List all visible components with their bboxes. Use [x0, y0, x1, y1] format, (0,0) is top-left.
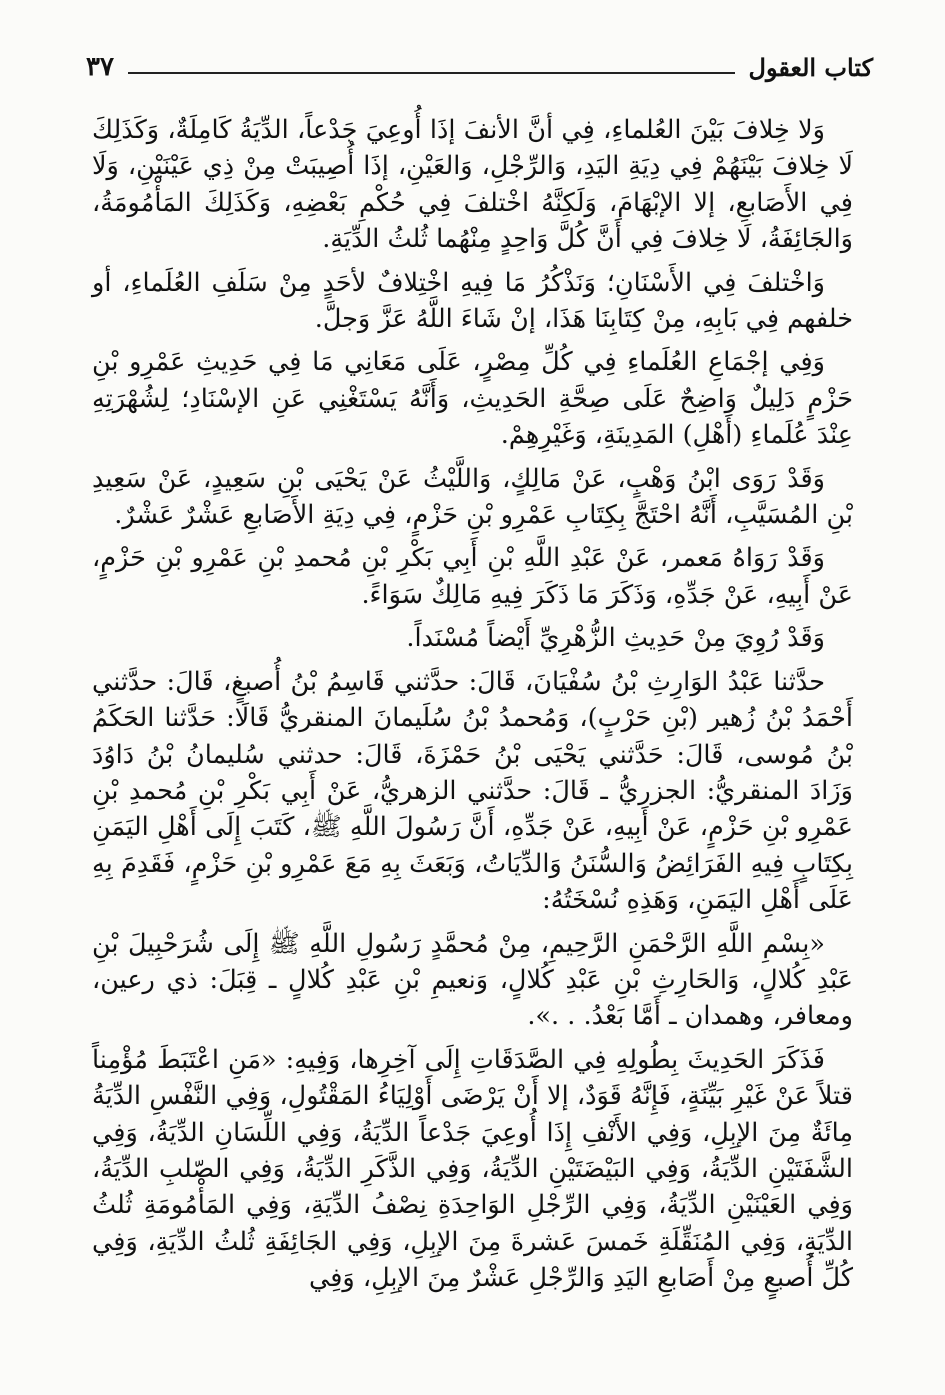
page-number: ٣٧ [86, 52, 114, 82]
paragraph: وَفِي إجْمَاعِ العُلَماءِ فِي كُلِّ مِصْرٍ، عَلَى مَعَانِي مَا فِي حَدِيثِ عَمْرِو بْنِ حَزْمٍ دَلِيلٌ وَاضِحٌ عَلَى صِحَّةِ الحَدِيثِ، وَأَنَّهُ يَسْتَغْنِي عَنِ الإسْنَادِ؛ لِشُهْرَتِهِ عِنْدَ عُلَماءِ (أَهْلِ) المَدِينَةِ، وَغَيْرِهِمْ. [92, 347, 853, 451]
paragraph: وَقَدْ رَوَاهُ مَعمر، عَنْ عَبْدِ اللَّهِ بْنِ أَبِي بَكْرِ بْنِ مُحمدِ بْنِ عَمْرِو بْنِ حَزْمٍ، عَنْ أَبِيهِ، عَنْ جَدِّهِ، وَذَكَرَ مَا ذَكَرَ فِيهِ مَالِكٌ سَوَاءً. [92, 543, 853, 610]
header-rule [128, 72, 735, 74]
paragraph: وَقَدْ رُوِيَ مِنْ حَدِيثِ الزُّهْرِيِّ أَيْضاً مُسْنَداً. [406, 623, 825, 654]
paragraph: وَلا خِلافَ بَيْنَ العُلماءِ، فِي أنَّ الأنفَ إذَا أُوعِيَ جَدْعاً، الدِّيَةُ كَامِلَةٌ، وَكَذَلِكَ لَا خِلافَ بَيْنَهُمْ فِي دِيَةِ اليَدِ، وَالرِّجْلِ، وَالعَيْنِ، إذَا أُصِيبَتْ مِنْ ذِي عَيْنَيْنِ، وَلَا فِي الأَصَابعِ، إلا الإبْهَامَ، وَلَكِنَّهُ اخْتلفَ فِي حُكْمِ بَعْضِهِ، وَكَذَلِكَ المَأْمُومَةُ، وَالجَائِفَةُ، لَا خِلافَ فِي أَنَّ كُلَّ وَاحِدٍ مِنْهُما ثُلثُ الدِّيَةِ. [92, 115, 853, 255]
book-title: كتاب العقول [748, 53, 873, 82]
paragraph: وَاخْتلفَ فِي الأَسْنَانِ؛ وَنَذْكُرُ مَا فِيهِ اخْتِلافٌ لأحَدٍ مِنْ سَلَفِ العُلَماءِ، أو خلفهم فِي بَابِهِ، مِنْ كِتَابِنَا هَذَا، إنْ شَاءَ اللَّهُ عَزَّ وَجلَّ. [92, 267, 853, 335]
page-header [86, 40, 873, 80]
quoted-letter: «بِسْمِ اللَّهِ الرَّحْمَنِ الرَّحِيمِ، مِنْ مُحمَّدٍ رَسُولِ اللَّهِ ﷺ إِلَى شُرَحْبِيلَ بْنِ عَبْدِ كُلالٍ، وَالحَارِثِ بْنِ عَبْدِ كُلالٍ، وَنعيمِ بْنِ عَبْدِ كُلالٍ ـ قِبَلَ: ذي رعين، ومعافر، وهمدان ـ أَمَّا بَعْدُ. . .». [92, 928, 853, 1032]
paragraph: وَقَدْ رَوَى ابْنُ وَهْبٍ، عَنْ مَالِكٍ، وَاللَّيْثُ عَنْ يَحْيَى بْنِ سَعِيدٍ، عَنْ سَعِيدِ بْنِ المُسَيَّبِ، أَنَّهُ احْتَجَّ بِكِتَابِ عَمْرِو بْنِ حَزْمٍ، فِي دِيَةِ الأَصَابعِ عَشْرٌ عَشْرٌ. [92, 463, 853, 531]
page-body [92, 112, 853, 1304]
paragraph: فَذَكَرَ الحَدِيثَ بِطُولِهِ فِي الصَّدَقَاتِ إِلَى آخِرِها، وَفِيهِ: «مَنِ اعْتَبَطَ مُؤْمِناً قتلاً عَنْ غَيْرِ بَيِّنَةٍ، فَإِنَّهُ قَوَدٌ، إلا أَنْ يَرْضَى أَوْلِيَاءُ المَقْتُولِ، وَفِي النَّفْسِ الدِّيَةُ مِائَةٌ مِنَ الإبِلِ، وَفِي الأَنْفِ إِذَا أُوعِيَ جَدْعاً الدِّيَةُ، وَفِي اللِّسَانِ الدِّيَةُ، وَفِي الشَّفَتَيْنِ الدِّيَةُ، وَفِي البَيْضَتَيْنِ الدِّيَةُ، وَفِي الذَّكَرِ الدِّيَةُ، وَفِي الصّلبِ الدِّيَةُ، وَفِي العَيْنَيْنِ الدِّيَةُ، وَفِي الرِّجْلِ الوَاحِدَةِ نِصْفُ الدِّيَةِ، وَفِي المَأْمُومَةِ ثُلثُ الدِّيَةِ، وَفِي المُنَقِّلَةِ خَمسَ عَشرةَ مِنَ الإبِلِ، وَفِي الجَائِفَةِ ثُلثُ الدِّيَةِ، وَفِي كُلِّ أُصبعٍ مِنْ أَصَابعِ اليَدِ وَالرِّجْلِ عَشْرٌ مِنَ الإبِلِ، وَفِي [92, 1044, 853, 1294]
paragraph: حدَّثنا عَبْدُ الوَارِثِ بْنُ سُفْيَانَ، قَالَ: حدَّثني قَاسِمُ بْنُ أُصبغٍ، قَالَ: حدَّثني أَحْمَدُ بْنُ زُهير (بْنِ حَرْبٍ)، وَمُحمدُ بْنُ سُلَيمانَ المنقريُّ قَالَا: حَدَّثنا الحَكَمُ بْنُ مُوسى، قَالَ: حَدَّثني يَحْيَى بْنُ حَمْزَةَ، قَالَ: حدثني سُليمانُ بْنُ دَاوُدَ وَزَادَ المنقريُّ: الجزريُّ ـ قَالَ: حدَّثني الزهريُّ، عَنْ أَبِي بَكْرِ بْنِ مُحمدِ بْنِ عَمْرِو بْنِ حَزْمٍ، عَنْ أَبِيهِ، عَنْ جَدِّهِ، أَنَّ رَسُولَ اللَّهِ ﷺ، كَتَبَ إِلَى أَهْلِ اليَمَنِ بِكِتَابٍ فِيهِ الفَرَائِضُ وَالسُّنَنُ وَالدِّيَاتُ، وَبَعَثَ بِهِ مَعَ عَمْرِو بْنِ حَزْمٍ، فَقَدِمَ بِهِ عَلَى أَهْلِ اليَمَنِ، وَهَذِهِ نُسْخَتُهُ: [92, 666, 853, 916]
